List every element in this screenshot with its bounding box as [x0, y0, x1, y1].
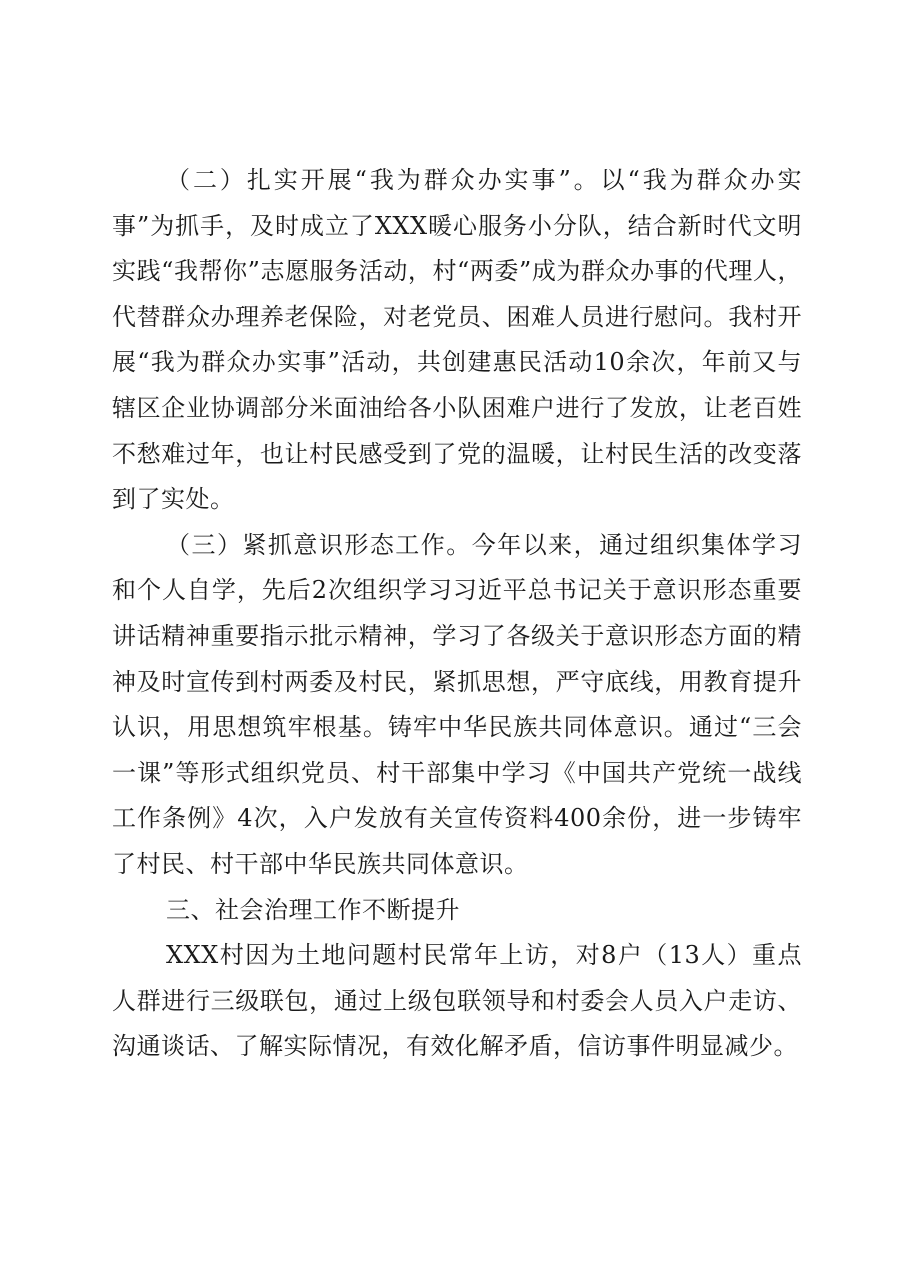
document-body: [112, 158, 802, 1070]
paragraph-ideology-work: （三）紧抓意识形态工作。今年以来，通过组织集体学习和个人自学，先后2次组织学习习近平总书记关于意识形态重要讲话精神重要指示批示精神，学习了各级关于意识形态方面的精神及时宣传到村两委及村民，紧抓思想，严守底线，用教育提升认识，用思想筑牢根基。铸牢中华民族共同体意识。通过“三会一课”等形式组织党员、村干部集中学习《中国共产党统一战线工作条例》4次，入户发放有关宣传资料400余份，进一步铸牢了村民、村干部中华民族共同体意识。: [112, 530, 802, 878]
paragraph-service-for-masses: （二）扎实开展“我为群众办实事”。以“我为群众办实事”为抓手，及时成立了XXX暖心服务小分队，结合新时代文明实践“我帮你”志愿服务活动，村“两委”成为群众办事的代理人，代替群众办理养老保险，对老党员、困难人员进行慰问。我村开展“我为群众办实事”活动，共创建惠民活动10余次，年前又与辖区企业协调部分米面油给各小队困难户进行了发放，让老百姓不愁难过年，也让村民感受到了党的温暖，让村民生活的改变落到了实处。: [112, 166, 802, 514]
section-heading-social-governance: 三、社会治理工作不断提升: [166, 895, 460, 924]
paragraph-petition-resolution: XXX村因为土地问题村民常年上访，对8户（13人）重点人群进行三级联包，通过上级包联领导和村委会人员入户走访、沟通谈话、了解实际情况，有效化解矛盾，信访事件明显减少。: [112, 941, 802, 1061]
